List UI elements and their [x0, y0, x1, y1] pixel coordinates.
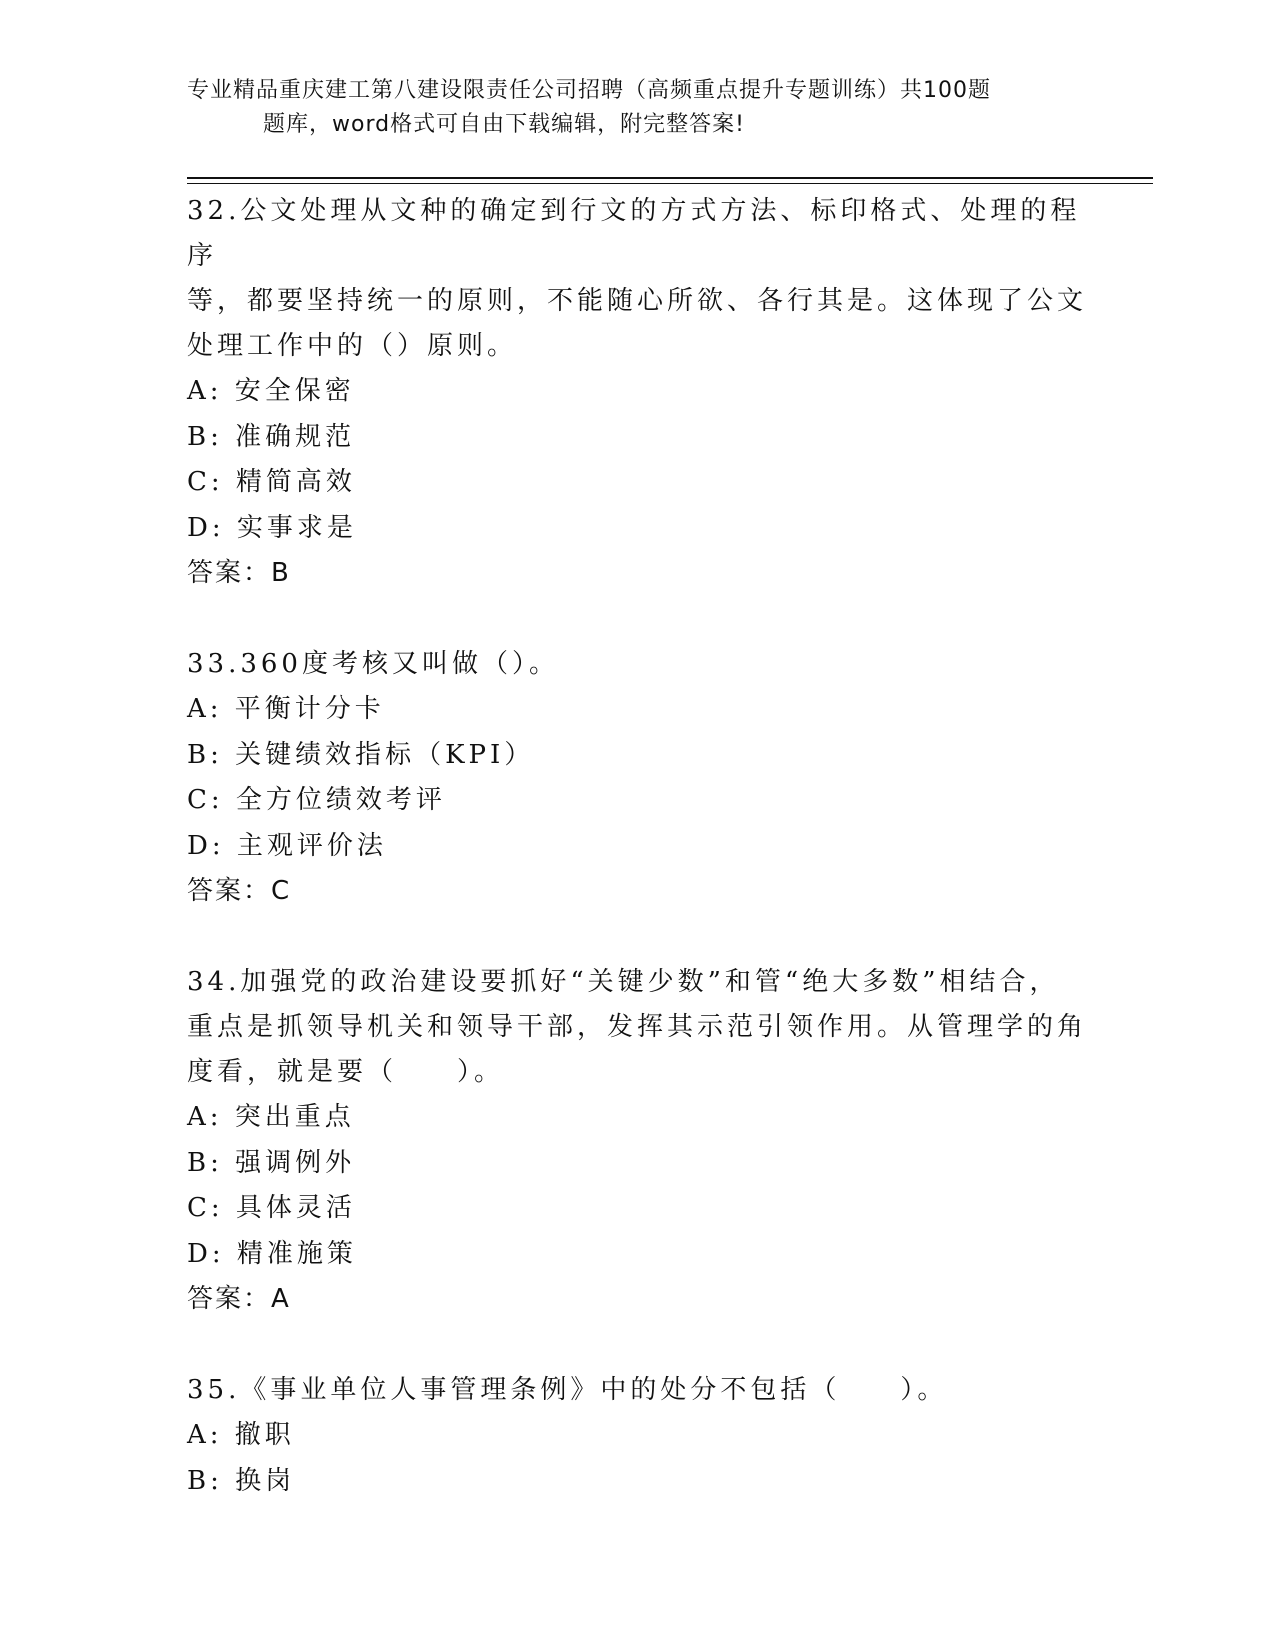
option-b: B: 强调例外: [187, 1147, 356, 1178]
question-stem-line: 处理工作中的（）原则。: [187, 331, 518, 361]
header-rule-thin: [187, 183, 1153, 184]
option-c: C: 全方位绩效考评: [187, 785, 446, 815]
question-34: [187, 960, 1087, 1322]
option-d: D: 实事求是: [187, 512, 357, 543]
header-rule-thick: [187, 177, 1153, 179]
option-b: B: 准确规范: [187, 421, 356, 452]
option-b: B: 关键绩效指标（KPI）: [187, 739, 535, 770]
spacer: [187, 1322, 1087, 1368]
question-35: [187, 1368, 1087, 1504]
question-stem-line: 34.加强党的政治建设要抓好“关键少数”和管“绝大多数”相结合，: [187, 967, 1060, 997]
option-a: A: 平衡计分卡: [187, 694, 385, 724]
option-c: C: 具体灵活: [187, 1193, 356, 1223]
option-d: D: 主观评价法: [187, 830, 387, 861]
option-b: B: 换岗: [187, 1465, 296, 1496]
option-a: A: 撤职: [187, 1420, 295, 1450]
question-32: [187, 189, 1087, 596]
question-stem-line: 度看，就是要（ ）。: [187, 1057, 505, 1087]
answer-label: 答案：A: [187, 1284, 291, 1314]
answer-label: 答案：B: [187, 558, 291, 588]
question-stem-line: 等，都要坚持统一的原则，不能随心所欲、各行其是。这体现了公文: [187, 286, 1088, 316]
option-a: A: 突出重点: [187, 1102, 355, 1132]
question-stem-line: 重点是抓领导机关和领导干部，发挥其示范引领作用。从管理学的角: [187, 1012, 1088, 1042]
option-a: A: 安全保密: [187, 376, 355, 406]
option-d: D: 精准施策: [187, 1238, 357, 1269]
option-c: C: 精简高效: [187, 467, 356, 497]
question-stem-line: 35.《事业单位人事管理条例》中的处分不包括（ ）。: [187, 1375, 948, 1405]
header-line-1: 专业精品重庆建工第八建设限责任公司招聘（高频重点提升专题训练）共100题: [187, 78, 991, 103]
question-stem-line: 33.360度考核又叫做（）。: [187, 649, 559, 679]
document-header: [187, 74, 1067, 142]
spacer: [187, 914, 1087, 960]
answer-label: 答案：C: [187, 876, 292, 906]
question-list: [187, 189, 1087, 1504]
spacer: [187, 596, 1087, 642]
question-stem-line: 32.公文处理从文种的确定到行文的方式方法、标印格式、处理的程序: [187, 196, 1081, 271]
question-33: [187, 642, 1087, 914]
header-line-2: 题库，word格式可自由下载编辑，附完整答案!: [263, 112, 745, 137]
